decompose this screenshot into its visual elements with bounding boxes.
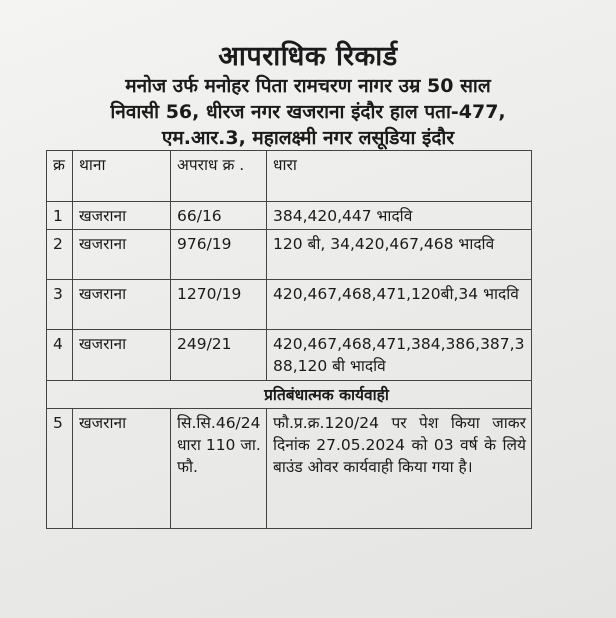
table-row	[47, 409, 532, 529]
cell-serial: 1	[47, 202, 73, 230]
criminal-record-table	[46, 150, 532, 529]
cell-serial: 2	[47, 230, 73, 280]
cell-police-station: खजराना	[73, 409, 171, 529]
cell-police-station: खजराना	[73, 230, 171, 280]
table-header-row	[47, 151, 532, 202]
header-serial: क्र	[47, 151, 73, 202]
header-sections: धारा	[267, 151, 532, 202]
cell-case-number: सि.सि.46/24 धारा 110 जा.फौ.	[171, 409, 267, 529]
cell-sections: 420,467,468,471,120बी,34 भादवि	[267, 280, 532, 330]
cell-sections: 120 बी, 34,420,467,468 भादवि	[267, 230, 532, 280]
cell-action-details: फौ.प्र.क्र.120/24 पर पेश किया जाकर दिनांक 27.05.2024 को 03 वर्ष के लिये बाउंड ओवर कार्यवाही किया गया है।	[267, 409, 532, 529]
cell-sections: 384,420,447 भादवि	[267, 202, 532, 230]
subject-line-2: निवासी 56, धीरज नगर खजराना इंदौर हाल पता-477,	[110, 101, 506, 123]
cell-crime-number: 976/19	[171, 230, 267, 280]
table-row	[47, 330, 532, 381]
cell-police-station: खजराना	[73, 330, 171, 381]
subject-line-3: एम.आर.3, महालक्ष्मी नगर लसूडिया इंदौर	[161, 127, 455, 149]
cell-serial: 5	[47, 409, 73, 529]
section-heading-row	[47, 381, 532, 409]
cell-police-station: खजराना	[73, 202, 171, 230]
cell-crime-number: 249/21	[171, 330, 267, 381]
header-crime-number: अपराध क्र .	[171, 151, 267, 202]
cell-police-station: खजराना	[73, 280, 171, 330]
subject-line-1: मनोज उर्फ मनोहर पिता रामचरण नागर उम्र 50 साल	[125, 75, 491, 97]
header-police-station: थाना	[73, 151, 171, 202]
document-title: आपराधिक रिकार्ड	[218, 41, 398, 72]
cell-crime-number: 1270/19	[171, 280, 267, 330]
cell-serial: 4	[47, 330, 73, 381]
table-row	[47, 202, 532, 230]
cell-serial: 3	[47, 280, 73, 330]
table-row	[47, 280, 532, 330]
preventive-action-heading: प्रतिबंधात्मक कार्यवाही	[47, 381, 532, 409]
table-row	[47, 230, 532, 280]
cell-crime-number: 66/16	[171, 202, 267, 230]
cell-sections: 420,467,468,471,384,386,387,388,120 बी भादवि	[267, 330, 532, 381]
